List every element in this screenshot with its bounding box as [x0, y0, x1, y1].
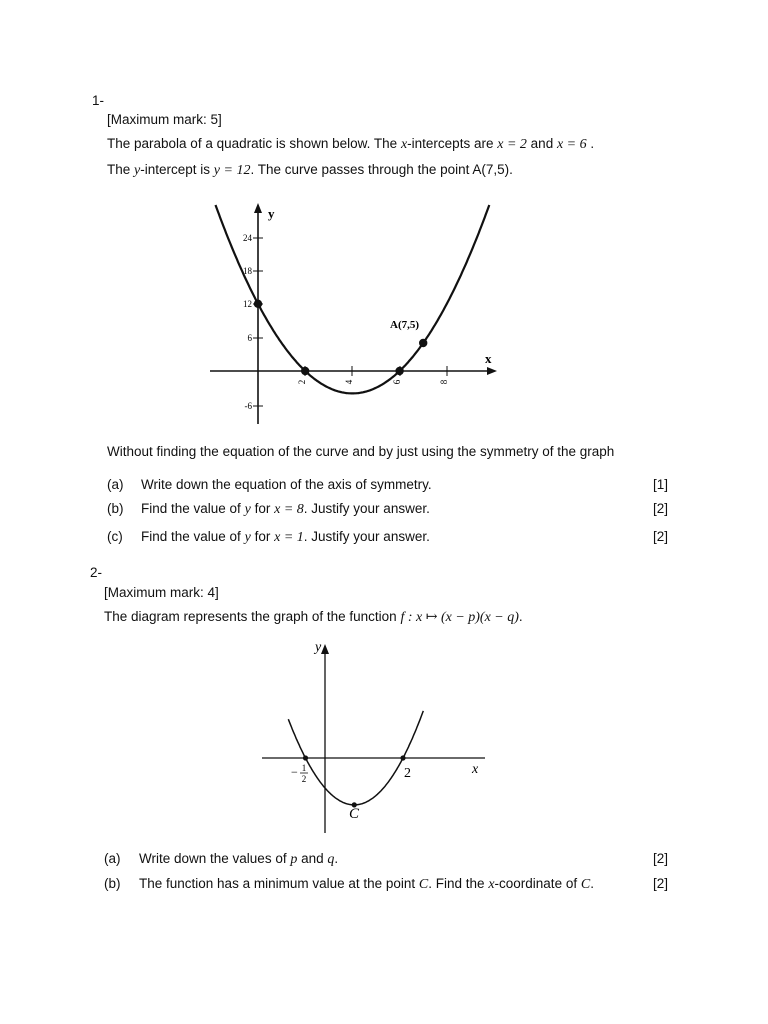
part-label: (a): [107, 477, 124, 492]
text-run: -intercepts are: [407, 136, 494, 151]
part-mark: [2]: [652, 876, 668, 891]
math-run: y = 12: [213, 163, 251, 178]
y-tick-label: 18: [243, 266, 252, 276]
math-run: f : x ↦ (x − p)(x − q): [400, 610, 519, 625]
x-axis-label: x: [485, 351, 492, 366]
part-text: [139, 851, 338, 868]
math-run: C: [418, 877, 429, 892]
math-run: y: [244, 502, 251, 517]
max-mark: [Maximum mark: 5]: [107, 112, 222, 127]
part-label: (b): [107, 501, 124, 516]
question-number: 2-: [90, 565, 103, 580]
text-run: . Find the: [428, 876, 485, 891]
math-run: x = 2: [497, 137, 527, 152]
y-tick-label: 12: [243, 299, 252, 309]
max-mark: [Maximum mark: 4]: [104, 585, 219, 600]
math-run: C: [580, 877, 591, 892]
y-tick-label: 24: [243, 233, 252, 243]
x-tick-label: 6: [392, 379, 402, 385]
math-run: x = 8: [274, 502, 304, 517]
math-run: y: [134, 163, 141, 178]
part-mark: [2]: [652, 501, 668, 516]
root-point: [400, 755, 405, 760]
y-tick-label: 6: [247, 333, 252, 343]
part-mark: [2]: [652, 851, 668, 866]
math-run: x = 6: [556, 137, 587, 152]
text-run: Write down the values of: [139, 851, 287, 866]
text-run: . Justify your answer.: [303, 501, 430, 516]
part-mark: [2]: [652, 529, 668, 544]
left-intercept-denominator: 2: [301, 774, 307, 784]
text-run: . The curve passes through the point A(7,5).: [250, 162, 513, 177]
text-run: The parabola of a quadratic is shown below. The: [107, 136, 398, 151]
x-axis-label: x: [472, 762, 479, 777]
y-axis-arrowhead: [321, 644, 329, 654]
text-run: and: [301, 851, 324, 866]
point-a-label: A(7,5): [390, 319, 420, 331]
y-axis-label: y: [315, 640, 322, 655]
math-run: x = 1: [274, 530, 304, 545]
text-run: .: [590, 136, 595, 151]
left-intercept-sign: −: [291, 765, 298, 779]
marked-points: [303, 755, 406, 807]
x-tick-label: 4: [344, 379, 354, 385]
text-run: Find the value of: [141, 501, 241, 516]
part-label: (c): [107, 529, 123, 544]
x-tick-label: 2: [297, 379, 307, 385]
left-intercept-numerator: 1: [301, 763, 307, 773]
math-run: y: [244, 530, 251, 545]
text-run: . Justify your answer.: [303, 529, 430, 544]
text-run: for: [254, 501, 271, 516]
math-run: p: [290, 852, 298, 867]
part-label: (b): [104, 876, 121, 891]
text-run: The: [107, 162, 131, 177]
text-run: -intercept is: [140, 162, 211, 177]
text-run: -coordinate of: [494, 876, 578, 891]
text-run: Find the value of: [141, 529, 241, 544]
part-text: Write down the equation of the axis of symmetry.: [141, 477, 432, 492]
instruction-text: Without finding the equation of the curve and by just using the symmetry of the graph: [107, 444, 615, 459]
text-run: and: [530, 136, 554, 151]
text-run: The function has a minimum value at the point: [139, 876, 416, 891]
question-number: 1-: [92, 93, 105, 108]
vertex-label: C: [349, 806, 360, 822]
math-run: x: [488, 877, 495, 892]
right-intercept-label: 2: [404, 766, 411, 781]
math-run: q: [327, 852, 335, 867]
text-run: .: [334, 851, 339, 866]
math-run: x: [400, 137, 408, 152]
part-label: (a): [104, 851, 121, 866]
text-run: .: [590, 876, 594, 891]
text-run: The diagram represents the graph of the function: [104, 609, 397, 624]
text-run: for: [254, 529, 271, 544]
y-tick-label: -6: [244, 401, 252, 411]
part-text: [139, 876, 594, 893]
x-tick-label: 8: [439, 379, 449, 385]
text-run: .: [518, 609, 523, 624]
y-axis-label: y: [268, 206, 275, 221]
part-mark: [1]: [652, 477, 668, 492]
root-point: [303, 755, 308, 760]
